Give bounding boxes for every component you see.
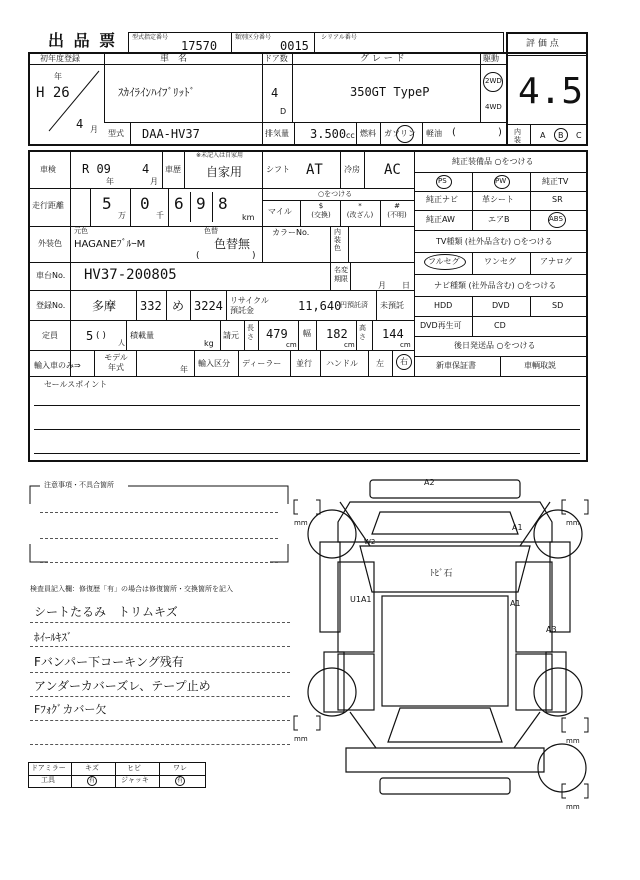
handle-label: ハンドル <box>326 359 358 368</box>
expiry-label: 名変期限 <box>334 266 348 283</box>
damage-a1-front: A1 <box>512 523 523 532</box>
shift-label: シフト <box>266 165 290 174</box>
car-name-label: 車 名 <box>160 54 188 64</box>
mileage-d4: 9 <box>196 194 206 213</box>
option-pw: PW <box>495 177 507 185</box>
mm-rl: mm <box>294 735 308 743</box>
color-value: HAGANEﾌﾞﾙｰM <box>74 239 146 250</box>
width-label: 幅 <box>303 329 311 338</box>
option-leather: 革シート <box>482 195 514 204</box>
mm-fl: mm <box>294 519 308 527</box>
legend-jack: ジャッキ <box>121 776 149 784</box>
registration-area: 多摩 <box>92 299 117 313</box>
tv-fullseg: フルセグ <box>428 257 460 266</box>
note-line-2: ﾎｲｰﾙｷｽﾞ <box>34 631 73 644</box>
length-label: 長さ <box>247 324 254 341</box>
mm-rr: mm <box>566 737 580 745</box>
damage-stone: ﾄﾋﾞ石 <box>430 569 453 579</box>
inspection-value: R 09 <box>82 162 111 176</box>
recycle-unit: 円預託済 <box>340 301 368 309</box>
nav-cd: CD <box>494 321 506 330</box>
caution-frame <box>28 481 290 564</box>
tv-analog: アナログ <box>540 257 572 266</box>
legend-crack: ヒビ <box>127 764 141 772</box>
option-tv: 純正TV <box>542 177 569 186</box>
color-no-label: カラーNo. <box>272 228 310 237</box>
legend-mirror: ドアミラー <box>31 764 66 772</box>
mileage-d3: 6 <box>174 194 184 213</box>
mileage-rewind: * (改ざん) <box>346 202 374 219</box>
displacement-unit: cc <box>346 131 355 140</box>
mileage-circle-note: ○をつける <box>318 190 353 198</box>
displacement-label: 排気量 <box>265 129 289 138</box>
first-reg-era: H 26 <box>36 85 70 101</box>
legend-tool-yes: 有 <box>89 777 96 784</box>
car-diagram <box>290 472 610 832</box>
later-label: 後日発送品 ○をつける <box>454 341 536 350</box>
registration-kana: め <box>172 299 185 313</box>
aircon-label: 冷房 <box>344 165 360 174</box>
grade-value: 350GT TypeP <box>350 85 430 99</box>
model-year-unit: 年 <box>180 365 188 374</box>
mm-fr: mm <box>566 519 580 527</box>
legend-jack-yes: 有 <box>177 777 184 784</box>
class-no-box <box>231 32 315 54</box>
handle-right: 右 <box>400 357 408 366</box>
chassis-value: HV37-200805 <box>84 267 177 283</box>
expiry-month: 月 <box>378 281 386 290</box>
note-line-3: Fバンパー下コーキング残有 <box>34 655 184 669</box>
mm-spare: mm <box>566 803 580 811</box>
sales-point-label: セールスポイント <box>44 380 108 389</box>
mileage-d5: 8 <box>218 194 228 213</box>
handle-left: 左 <box>376 359 384 368</box>
damage-a1-side: A1 <box>510 599 521 608</box>
history-note: ※未記入は自家用 <box>196 152 244 159</box>
price-label: 請元 <box>223 331 239 340</box>
later-warranty: 新車保証書 <box>436 361 476 370</box>
mileage-mile: マイル <box>268 207 292 216</box>
page-title: 出 品 票 <box>48 31 118 50</box>
door-type: D <box>280 107 287 116</box>
import-label: 輸入車のみ⇒ <box>34 361 81 370</box>
inspection-label: 車検 <box>40 165 56 174</box>
color-paren-close: ) <box>252 251 256 261</box>
cert-no-label: 型式指定番号 <box>132 34 169 41</box>
drive-label: 駆動 <box>483 54 499 63</box>
import-type-label: 輸入区分 <box>198 359 230 368</box>
color-code-value: 色替無 <box>214 237 251 251</box>
serial-box <box>314 32 504 54</box>
class-no-label: 類別区分番号 <box>235 34 272 41</box>
tv-oneseg: ワンセグ <box>484 257 516 266</box>
color-label: 外装色 <box>38 239 62 248</box>
inspection-month-unit: 月 <box>150 177 158 186</box>
option-sr: SR <box>552 195 563 204</box>
dvd-playback: DVD再生可 <box>420 321 462 330</box>
legend-tool: 工具 <box>41 776 55 784</box>
height-label: 高さ <box>359 324 366 341</box>
width-unit: cm <box>344 341 355 349</box>
height-value: 144 <box>382 327 404 341</box>
first-reg-year-unit: 年 <box>54 72 62 81</box>
option-ps: PS <box>438 177 447 185</box>
model-year-label: モデル年式 <box>104 353 128 372</box>
legend-table <box>28 762 206 788</box>
inspector-label: 検査員記入欄：修復歴「有」の場合は修復箇所・交換箇所を記入 <box>30 585 233 593</box>
recycle-not-deposited: 未預託 <box>380 301 404 310</box>
doors-label: ドア数 <box>264 54 288 63</box>
mileage-unknown: # (不明) <box>387 202 407 219</box>
mileage-label: 走行距離 <box>32 201 64 210</box>
option-aw: 純正AW <box>426 215 455 224</box>
capacity-label: 定員 <box>42 331 58 340</box>
registration-label: 登録No. <box>36 301 66 310</box>
first-reg-month: 4 <box>76 117 84 131</box>
color-code-label: 色替 <box>204 227 218 235</box>
first-reg-month-unit: 月 <box>90 125 98 134</box>
nav-label: ナビ種類 (社外品含む) ○をつける <box>434 281 557 290</box>
score-box <box>506 32 588 146</box>
damage-a3: A3 <box>546 625 557 634</box>
cert-no-value: 17570 <box>181 39 218 53</box>
damage-w2: W2 <box>364 538 376 546</box>
history-value: 自家用 <box>206 165 243 179</box>
fuel-label: 燃料 <box>360 129 376 138</box>
recycle-value: 11,640 <box>298 299 342 313</box>
mileage-man: 万 <box>118 211 126 220</box>
load-label: 積載量 <box>130 331 154 340</box>
registration-num2: 3224 <box>194 299 223 313</box>
drive-2wd: 2WD <box>485 77 502 85</box>
length-value: 479 <box>266 327 288 341</box>
shift-value: AT <box>306 162 323 178</box>
legend-break: ワレ <box>173 764 187 772</box>
damage-u1a1: U1A1 <box>350 595 372 604</box>
fuel-paren-open: ( <box>452 127 456 138</box>
note-line-5: Fﾌｫｸﾞカバー欠 <box>34 703 107 716</box>
mileage-d2: 0 <box>140 194 150 213</box>
nav-dvd: DVD <box>492 301 510 310</box>
later-manual: 車輌取説 <box>524 361 556 370</box>
interior-a: A <box>540 131 546 140</box>
score-value: 4.5 <box>518 71 584 112</box>
fuel-paren-close: ) <box>498 127 502 138</box>
option-airbag: エアB <box>488 215 510 224</box>
car-name-value: ｽｶｲﾗｲﾝﾊｲﾌﾞﾘｯﾄﾞ <box>118 86 195 99</box>
serial-label: シリアル番号 <box>321 34 357 41</box>
first-reg-label: 初年度登録 <box>40 54 80 63</box>
fuel-diesel: 軽油 <box>426 129 442 138</box>
legend-scratch: キズ <box>85 764 99 772</box>
class-no-value: 0015 <box>280 39 309 53</box>
interior-label: 内装 <box>514 128 521 144</box>
tv-label: TV種類 (社外品含む) ○をつける <box>436 237 553 246</box>
model-label: 型式 <box>108 129 124 138</box>
expiry-day: 日 <box>402 281 410 290</box>
color-paren-open: ( <box>196 251 200 261</box>
aircon-value: AC <box>384 162 401 178</box>
color-orig-label: 元色 <box>74 227 88 235</box>
nav-sd: SD <box>552 301 564 310</box>
capacity-value: 5 <box>86 329 94 343</box>
displacement-value: 3.500 <box>310 127 347 141</box>
drive-4wd: 4WD <box>485 103 502 111</box>
import-dealer: ディーラー <box>242 359 282 368</box>
model-value: DAA-HV37 <box>142 127 200 141</box>
capacity-unit: 人 <box>118 339 125 347</box>
inspection-year-unit: 年 <box>106 177 114 186</box>
height-unit: cm <box>400 341 411 349</box>
mileage-d1: 5 <box>102 194 112 213</box>
registration-num1: 332 <box>140 299 162 313</box>
fuel-gasoline: ガソリン <box>384 129 416 138</box>
note-line-1: シートたるみ トリムキズ <box>34 605 178 619</box>
history-label: 車歴 <box>165 165 181 174</box>
doors-value: 4 <box>271 86 279 100</box>
option-abs: ABS <box>549 215 563 223</box>
inspection-month: 4 <box>142 162 150 176</box>
mileage-exchange: $ (交換) <box>311 202 331 219</box>
mileage-unit: km <box>242 213 255 222</box>
option-navi: 純正ナビ <box>426 195 458 204</box>
mileage-sen: 千 <box>156 211 164 220</box>
capacity-paren: ( ) <box>96 331 106 341</box>
interior-color-label: 内装色 <box>334 228 341 252</box>
recycle-label: リサイクル預託金 <box>230 296 269 315</box>
score-label: 評 価 点 <box>526 39 559 49</box>
chassis-label: 車台No. <box>36 271 66 280</box>
load-unit: kg <box>204 339 214 348</box>
options-label: 純正装備品 ○をつける <box>452 157 534 166</box>
damage-a2: A2 <box>424 478 435 487</box>
width-value: 182 <box>326 327 348 341</box>
length-unit: cm <box>286 341 297 349</box>
nav-hdd: HDD <box>434 301 453 310</box>
interior-c: C <box>576 131 582 140</box>
interior-b: B <box>558 131 564 140</box>
cert-no-box <box>128 32 232 54</box>
note-line-4: アンダーカバーズレ、テープ止め <box>34 679 211 693</box>
grade-label: グ レ ー ド <box>360 54 405 64</box>
caution-label: 注意事項・不具合箇所 <box>44 481 114 489</box>
import-parallel: 並行 <box>296 359 312 368</box>
